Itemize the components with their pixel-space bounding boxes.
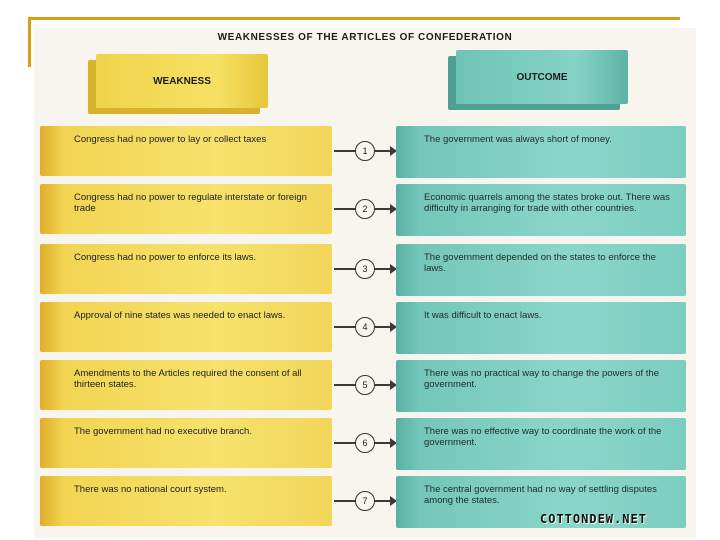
weakness-text: The government had no executive branch. <box>74 426 252 437</box>
row-number: 6 <box>355 433 375 453</box>
outcome-header: OUTCOME <box>456 50 628 104</box>
scanned-page <box>34 28 696 538</box>
outcome-text: Economic quarrels among the states broke out. There was difficulty in arranging for trade with other countries. <box>424 192 670 214</box>
row-number: 3 <box>355 259 375 279</box>
row-3 <box>34 244 696 298</box>
weakness-text: Congress had no power to enforce its laws. <box>74 252 257 263</box>
weakness-box <box>40 244 332 294</box>
outcome-box <box>396 418 686 470</box>
outcome-box <box>396 184 686 236</box>
weakness-text: Congress had no power to lay or collect taxes <box>74 134 267 145</box>
weakness-box <box>40 302 332 352</box>
outcome-text: The government depended on the states to enforce the laws. <box>424 252 656 274</box>
row-number: 1 <box>355 141 375 161</box>
weakness-box <box>40 184 332 234</box>
outcome-text: There was no effective way to coordinate the work of the government. <box>424 426 662 448</box>
weakness-header: WEAKNESS <box>96 54 268 108</box>
weakness-text: Congress had no power to regulate interstate or foreign trade <box>74 192 307 214</box>
outcome-box <box>396 126 686 178</box>
outcome-text: It was difficult to enact laws. <box>424 310 542 321</box>
row-2 <box>34 184 696 238</box>
page-title: WEAKNESSES OF THE ARTICLES OF CONFEDERATION <box>217 32 513 43</box>
row-number: 7 <box>355 491 375 511</box>
outcome-text: The government was always short of money. <box>424 134 612 145</box>
row-1 <box>34 126 696 180</box>
weakness-box <box>40 126 332 176</box>
row-number: 5 <box>355 375 375 395</box>
slide-frame-left <box>28 17 31 67</box>
row-4 <box>34 302 696 356</box>
watermark: COTTONDEW.NET <box>540 512 647 526</box>
outcome-box <box>396 244 686 296</box>
outcome-text: The central government had no way of settling disputes among the states. <box>424 484 657 506</box>
outcome-text: There was no practical way to change the powers of the government. <box>424 368 659 390</box>
row-number: 4 <box>355 317 375 337</box>
row-5 <box>34 360 696 414</box>
weakness-box <box>40 476 332 526</box>
outcome-box <box>396 360 686 412</box>
outcome-box <box>396 302 686 354</box>
weakness-box <box>40 418 332 468</box>
row-6 <box>34 418 696 472</box>
weakness-text: Amendments to the Articles required the consent of all thirteen states. <box>74 368 302 390</box>
weakness-text: There was no national court system. <box>74 484 227 495</box>
weakness-box <box>40 360 332 410</box>
slide-frame-top <box>28 17 680 20</box>
weakness-text: Approval of nine states was needed to enact laws. <box>74 310 286 321</box>
row-number: 2 <box>355 199 375 219</box>
